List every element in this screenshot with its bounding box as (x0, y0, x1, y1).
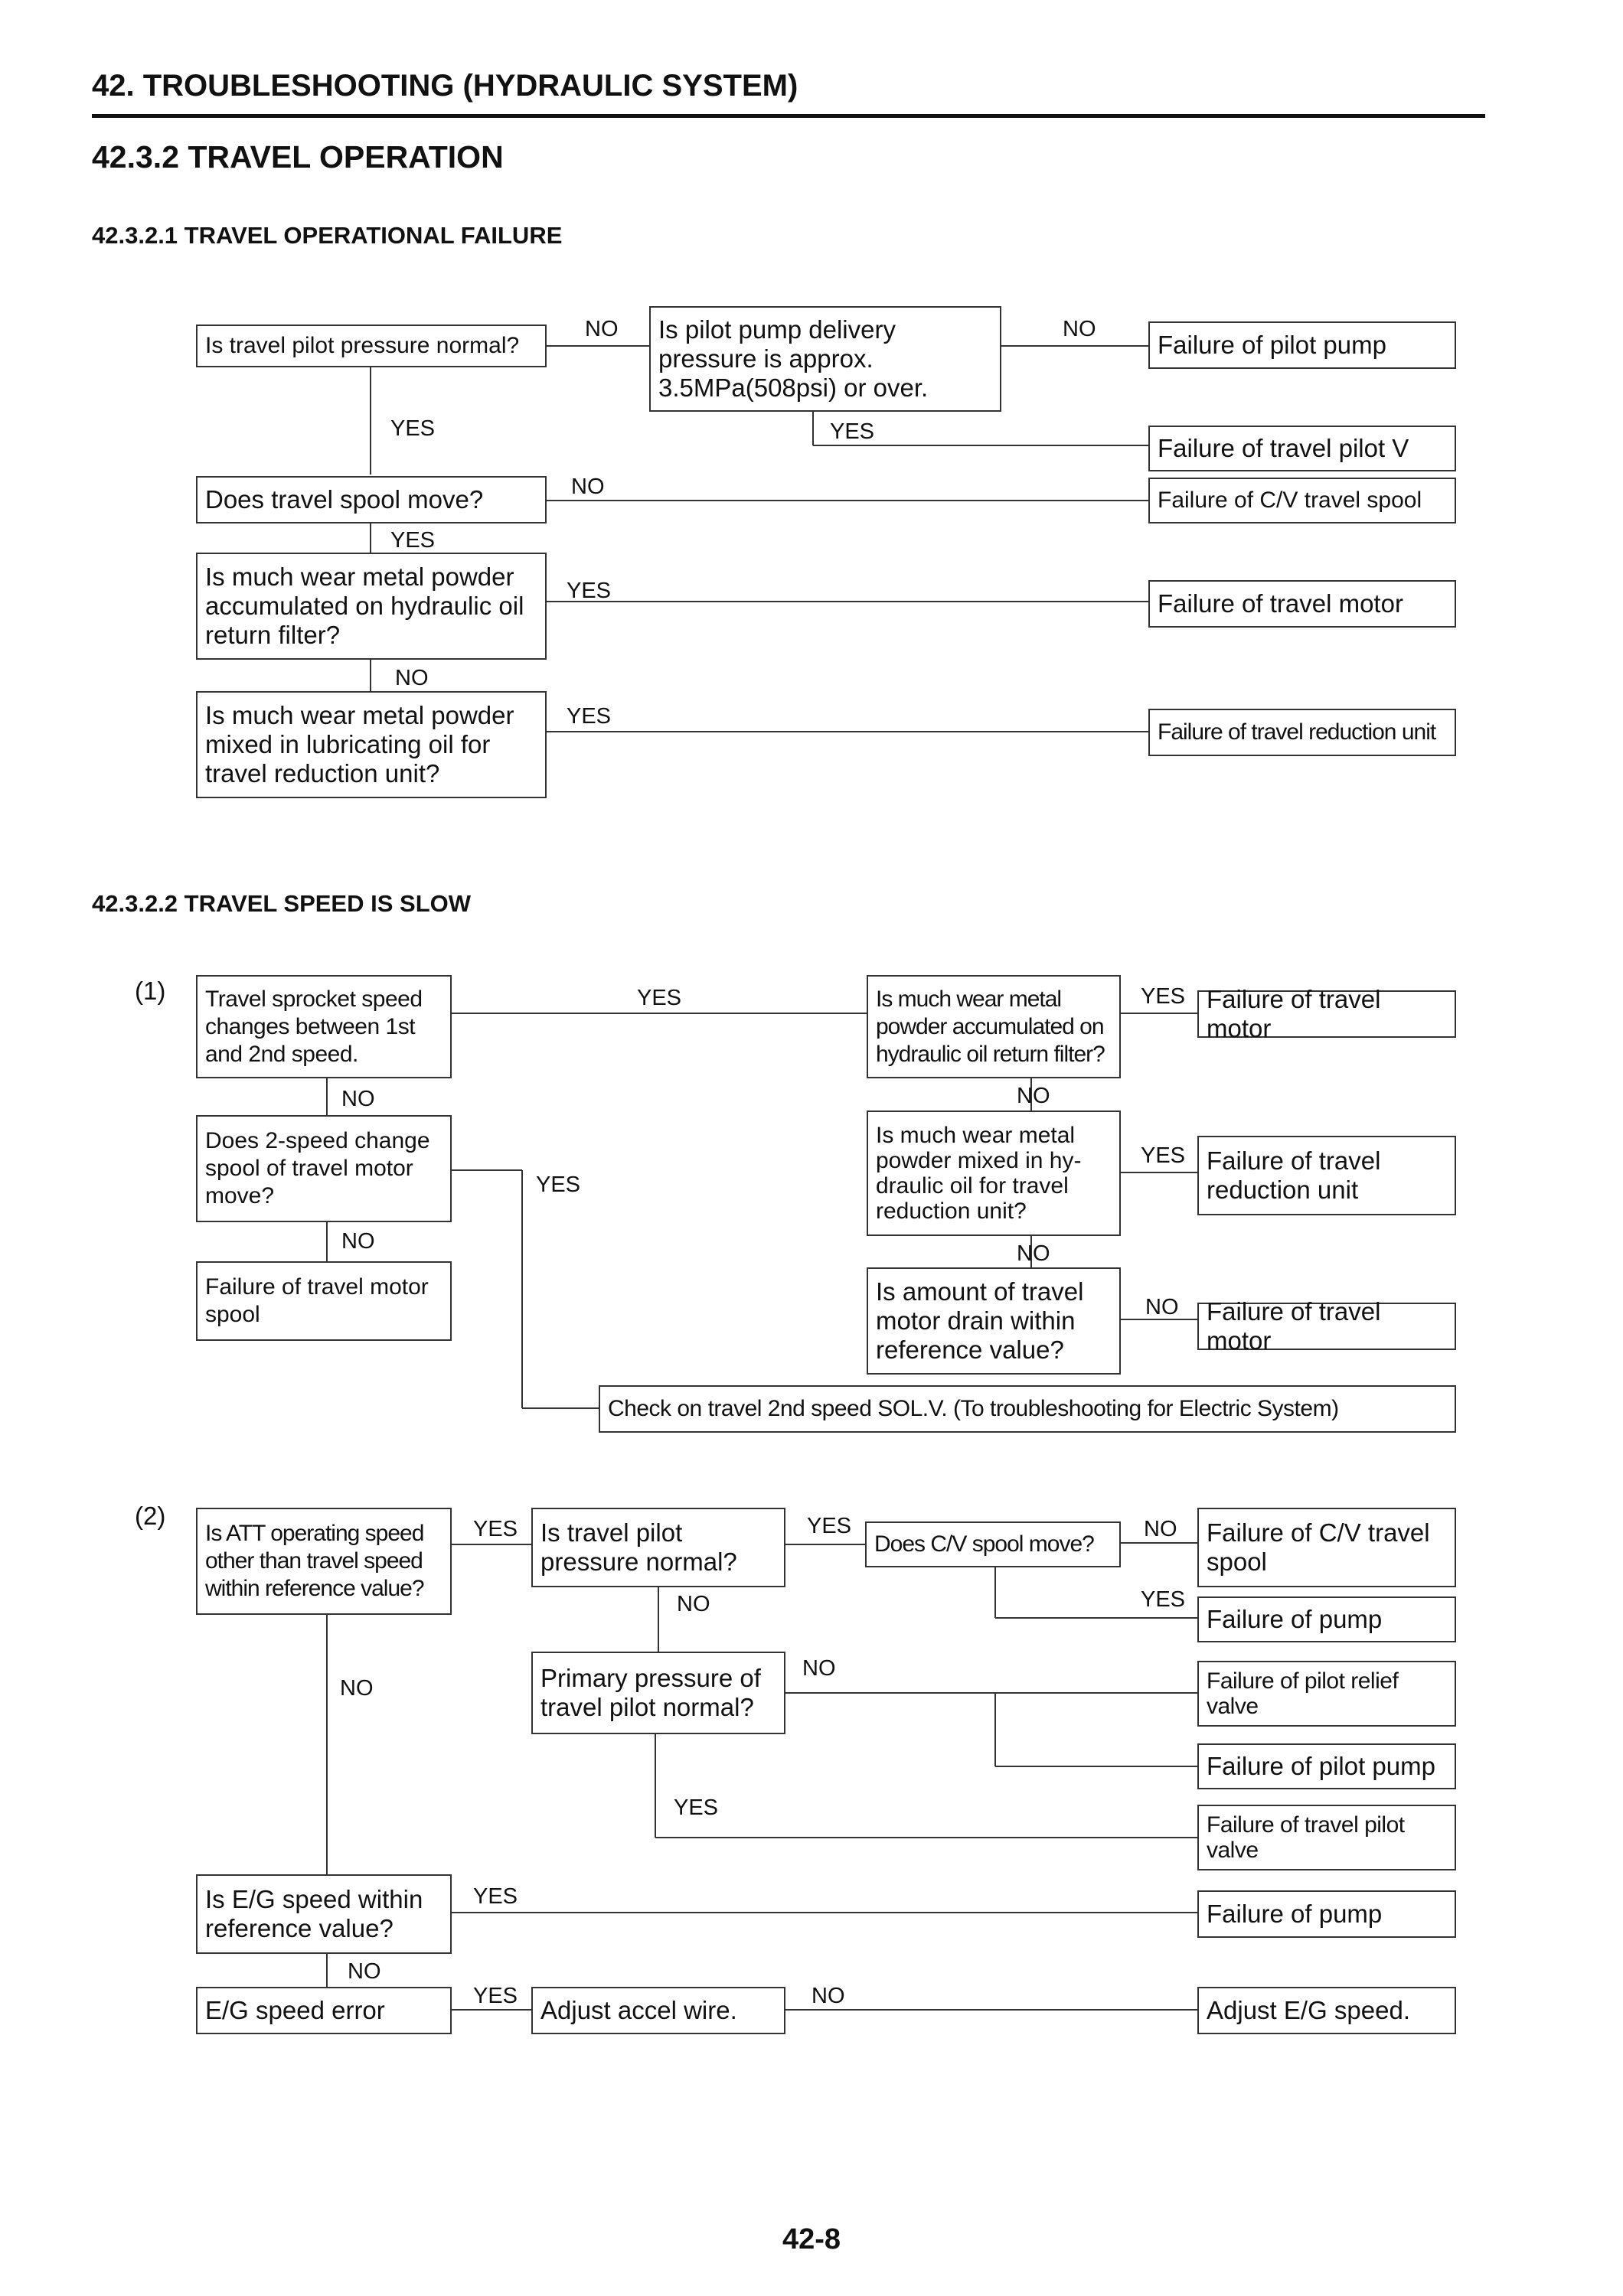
q-cv-spool-move: Does C/V spool move? (865, 1521, 1121, 1567)
r-failure-travel-motor-2: Failure of travel motor (1197, 990, 1456, 1038)
q-filter-wear-powder: Is much wear metal powder accumulated on hydraulic oil return filter? (196, 553, 547, 660)
label-no: NO (1063, 317, 1096, 341)
r-failure-pump-2: Failure of pump (1197, 1890, 1456, 1938)
label-yes: YES (674, 1795, 719, 1820)
q-motor-drain: Is amount of travel motor drain within reference value? (867, 1267, 1121, 1375)
label-no: NO (812, 1984, 845, 2008)
r-failure-pilot-relief-valve: Failure of pilot relief valve (1197, 1661, 1456, 1727)
label-no: NO (1017, 1241, 1050, 1266)
label-no: NO (395, 666, 429, 690)
r-failure-travel-pilot-valve: Failure of travel pilot valve (1197, 1805, 1456, 1870)
label-yes: YES (473, 1884, 518, 1909)
label-yes: YES (1141, 1587, 1186, 1612)
label-no: NO (1144, 1517, 1177, 1541)
r-failure-travel-motor: Failure of travel motor (1148, 580, 1456, 628)
q-travel-spool-move: Does travel spool move? (196, 476, 547, 523)
label-no: NO (585, 317, 619, 341)
label-no: NO (341, 1087, 375, 1111)
r-failure-pilot-pump: Failure of pilot pump (1148, 321, 1456, 369)
r-failure-travel-motor-3: Failure of travel motor (1197, 1303, 1456, 1350)
label-no: NO (802, 1656, 836, 1681)
q-eg-speed: Is E/G speed within reference value? (196, 1874, 452, 1954)
q-pilot-pump-delivery: Is pilot pump delivery pressure is approx. 3.5MPa(508psi) or over. (649, 306, 1001, 412)
label-yes: YES (473, 1517, 518, 1541)
q-travel-pilot-pressure-2: Is travel pilot pressure normal? (531, 1508, 785, 1587)
q-primary-pressure: Primary pressure of travel pilot normal? (531, 1652, 785, 1734)
r-check-2nd-speed-sol: Check on travel 2nd speed SOL.V. (To troubleshooting for Electric System) (599, 1385, 1456, 1433)
label-yes: YES (473, 1984, 518, 2008)
label-yes: YES (567, 579, 612, 603)
r-failure-travel-pilot-v: Failure of travel pilot V (1148, 426, 1456, 471)
label-yes: YES (807, 1514, 852, 1538)
r-failure-pump: Failure of pump (1197, 1596, 1456, 1642)
label-no: NO (340, 1676, 374, 1701)
r-eg-speed-error: E/G speed error (196, 1987, 452, 2034)
r-failure-travel-motor-spool: Failure of travel motor spool (196, 1261, 452, 1341)
q-filter-wear-powder-2: Is much wear metal powder accumulated on hydraulic oil return filter? (867, 975, 1121, 1078)
label-yes: YES (390, 416, 436, 441)
label-no: NO (1017, 1084, 1050, 1108)
r-failure-cv-travel-spool: Failure of C/V travel spool (1148, 478, 1456, 523)
chapter-title: 42. TROUBLESHOOTING (HYDRAULIC SYSTEM) (92, 69, 798, 103)
page-number: 42-8 (782, 2223, 841, 2255)
label-yes: YES (1141, 1143, 1186, 1168)
q-att-operating-speed: Is ATT operating speed other than travel speed within reference value? (196, 1508, 452, 1615)
label-yes: YES (830, 419, 875, 444)
r-adjust-accel-wire: Adjust accel wire. (531, 1987, 785, 2034)
r-failure-travel-reduction-unit-2: Failure of travel reduction unit (1197, 1136, 1456, 1215)
subsection-title-1: 42.3.2.1 TRAVEL OPERATIONAL FAILURE (92, 222, 563, 249)
label-no: NO (341, 1229, 375, 1254)
label-no: NO (677, 1592, 710, 1616)
label-no: NO (348, 1959, 381, 1984)
q-reduction-wear-powder-2: Is much wear metal powder mixed in hy-draulic oil for travel reduction unit? (867, 1110, 1121, 1236)
q-2speed-spool-move: Does 2-speed change spool of travel motor move? (196, 1115, 452, 1222)
label-yes: YES (536, 1172, 581, 1197)
section-title: 42.3.2 TRAVEL OPERATION (92, 139, 504, 174)
q-reduction-wear-powder: Is much wear metal powder mixed in lubricating oil for travel reduction unit? (196, 691, 547, 798)
part-2-tag: (2) (135, 1502, 166, 1530)
r-failure-pilot-pump-2: Failure of pilot pump (1197, 1743, 1456, 1789)
r-failure-travel-reduction-unit: Failure of travel reduction unit (1148, 709, 1456, 756)
label-yes: YES (567, 704, 612, 729)
label-no: NO (1145, 1295, 1179, 1319)
part-1-tag: (1) (135, 977, 166, 1005)
label-yes: YES (390, 528, 436, 553)
subsection-title-2: 42.3.2.2 TRAVEL SPEED IS SLOW (92, 890, 472, 917)
label-yes: YES (1141, 984, 1186, 1009)
q-travel-pilot-pressure: Is travel pilot pressure normal? (196, 325, 547, 367)
label-yes: YES (637, 986, 682, 1010)
label-no: NO (571, 475, 605, 499)
r-adjust-eg-speed: Adjust E/G speed. (1197, 1987, 1456, 2034)
q-sprocket-speed-change: Travel sprocket speed changes between 1st and 2nd speed. (196, 975, 452, 1078)
r-failure-cv-travel-spool-2: Failure of C/V travel spool (1197, 1508, 1456, 1587)
